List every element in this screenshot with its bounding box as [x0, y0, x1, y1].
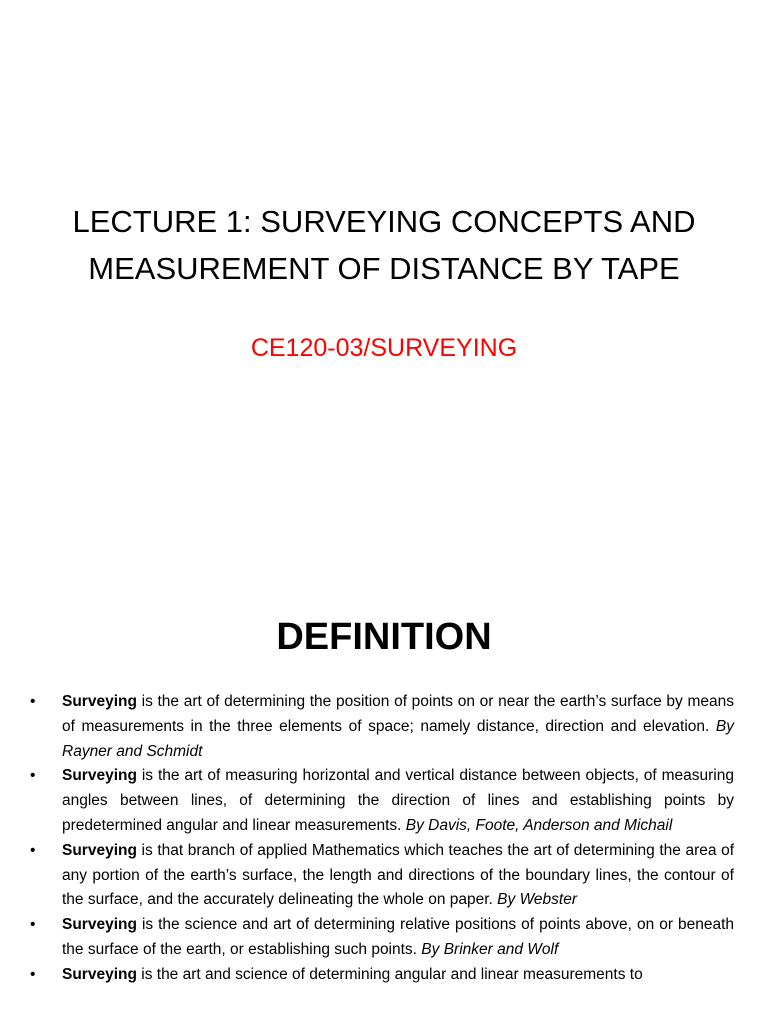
definition-item — [30, 690, 734, 764]
definition-author: By Brinker and Wolf — [421, 940, 559, 958]
definition-author: By Webster — [497, 891, 577, 909]
definition-item — [30, 839, 734, 913]
lecture-title-line-1: LECTURE 1: SURVEYING CONCEPTS AND — [72, 204, 696, 239]
definition-slide — [0, 578, 768, 1024]
definition-item — [30, 963, 734, 988]
definition-text: is the science and art of determining relative positions of points above, on or beneath the surface of the earth, or establishing such points. — [62, 916, 734, 958]
definition-item — [30, 764, 734, 838]
lecture-title-line-2: MEASUREMENT OF DISTANCE BY TAPE — [88, 251, 680, 286]
lecture-title — [40, 198, 728, 292]
definition-text: is the art of determining the position of points on or near the earth’s surface by means of measurements in the three elements of space; namely distance, direction and elevation. — [62, 693, 734, 735]
definition-term: Surveying — [62, 916, 137, 934]
definition-heading: DEFINITION — [276, 616, 492, 658]
definition-author: By Rayner and Schmidt — [62, 717, 734, 760]
bullet-icon: • — [30, 916, 36, 934]
bullet-icon: • — [30, 965, 36, 983]
definition-text: is the art and science of determining angular and linear measurements to — [136, 965, 643, 983]
course-code-subtitle: CE120-03/SURVEYING — [250, 334, 518, 362]
definition-item — [30, 913, 734, 963]
definition-list — [30, 690, 734, 988]
definition-text: is that branch of applied Mathematics which teaches the art of determining the area of any portion of the earth’s surface, the length and directions of the boundary lines, the contour of the surface, and the accurately delineating the whole on paper. — [62, 841, 734, 909]
definition-term: Surveying — [62, 693, 137, 710]
bullet-icon: • — [30, 767, 36, 785]
definition-term: Surveying — [62, 965, 137, 983]
bullet-icon: • — [30, 693, 36, 710]
definition-term: Surveying — [62, 841, 137, 859]
definition-text: is the art of measuring horizontal and vertical distance between objects, of measuring angles between lines, of determining the direction of lines and establishing points by predetermined angular and linear measurements. — [62, 767, 734, 834]
definition-author: By Davis, Foote, Anderson and Michail — [405, 816, 673, 834]
bullet-icon: • — [30, 841, 36, 859]
definition-term: Surveying — [62, 767, 137, 785]
